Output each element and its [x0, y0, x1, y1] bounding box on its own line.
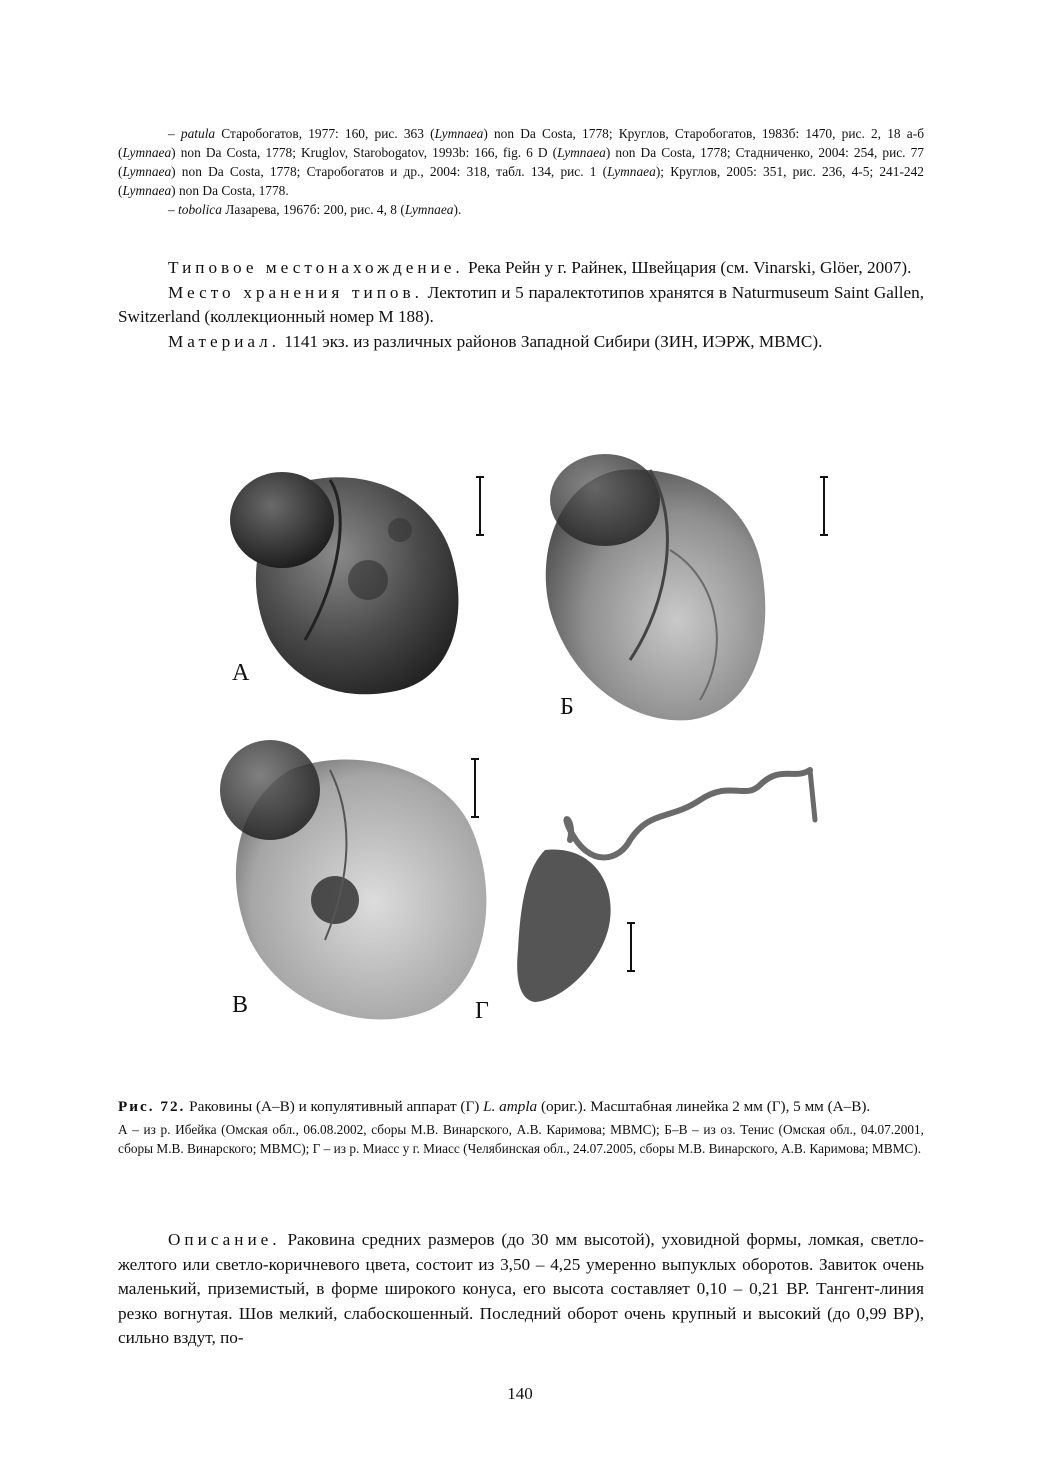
figure-image: [200, 440, 940, 1080]
description-paragraph: Описание. Раковина средних размеров (до 30 мм высотой), уховидной формы, ломкая, светло-желтого или светло-коричневого цвета, состоит из 3,50 – 4,25 умеренно выпуклых оборотов. Завиток очень маленький, приземистый, в форме широкого конуса, его высота составляет 0,10 – 0,21 ВР. Тангент-линия резко вогнутая. Шов мелкий, слабоскошенный. Последний оборот очень крупный и высокий (до 0,99 ВР), сильно вздут, по-: [118, 1230, 924, 1347]
material-paragraph: Материал. 1141 экз. из различных районов Западной Сибири (ЗИН, ИЭРЖ, МВМС).: [168, 331, 823, 351]
shell-b: [546, 454, 766, 720]
scale-bar-g: [627, 922, 635, 972]
figure-label-a: А: [232, 660, 250, 686]
synonymy-block: [118, 124, 924, 219]
shell-v: [220, 740, 486, 1019]
caption-species: L. ampla: [483, 1098, 538, 1115]
caption-main: Рис. 72. Раковины (А–В) и копулятивный аппарат (Г) L. ampla (ориг.). Масштабная линейка 2 мм (Г), 5 мм (А–В).: [118, 1098, 871, 1115]
caption-title: Рис. 72.: [118, 1098, 186, 1115]
synonym-name: patula: [180, 126, 216, 141]
taxon-sections: [118, 256, 924, 354]
scale-bar-b: [820, 476, 828, 536]
synonym-tobolica: – tobolica Лазарева, 1967б: 200, рис. 4, 8 (Lymnaea).: [168, 202, 462, 217]
type-repository-paragraph: Место хранения типов. Лектотип и 5 паралектотипов хранятся в Naturmuseum Saint Gallen, Switzerland (коллекционный номер М 188).: [118, 282, 924, 326]
section-heading: Место хранения типов.: [168, 282, 423, 302]
figure-72: [200, 440, 940, 1080]
figure-label-v: В: [232, 992, 249, 1018]
figure-caption: [118, 1096, 924, 1158]
scale-bar-a: [476, 476, 484, 536]
caption-details: А – из р. Ибейка (Омская обл., 06.08.2002, сборы М.В. Винарского, А.В. Каримова; МВМС); Б–В – из оз. Тенис (Омская обл., 04.07.2001, сборы М.В. Винарского; МВМС); Г – из р. Миасс у г. Миасс (Челябинская обл., 24.07.2005, сборы М.В. Винарского, А.В. Каримова; МВМС).: [118, 1122, 924, 1156]
type-locality-paragraph: Типовое местонахождение. Река Рейн у г. Райнек, Швейцария (см. Vinarski, Glöer, 2007).: [168, 258, 912, 277]
copulatory-organ-g: [517, 770, 815, 1002]
section-heading: Материал.: [168, 331, 281, 351]
section-heading: Описание.: [168, 1230, 281, 1249]
scale-bar-v: [471, 758, 479, 818]
figure-label-g: Г: [475, 998, 489, 1024]
description-section: [118, 1228, 924, 1351]
section-heading: Типовое местонахождение.: [168, 258, 464, 277]
page-number: 140: [507, 1384, 533, 1403]
synonym-name: tobolica: [178, 202, 222, 217]
shell-a: [230, 472, 458, 694]
synonym-patula: – patula Старобогатов, 1977: 160, рис. 363 (Lymnaea) non Da Costa, 1778; Круглов, Старобогатов, 1983б: 1470, рис. 2, 18 а-б (Lymnaea) non Da Costa, 1778; Kruglov, Starobogatov, 1993b: 166, fig. 6 D (Lymnaea) non Da Costa, 1778; Стадниченко, 2004: 254, рис. 77 (Lymnaea) non Da Costa, 1778; Старобогатов и др., 2004: 318, табл. 134, рис. 1 (Lymnaea); Круглов, 2005: 351, рис. 236, 4-5; 241-242 (Lymnaea) non Da Costa, 1778.: [118, 126, 925, 198]
figure-label-b: Б: [560, 694, 574, 720]
